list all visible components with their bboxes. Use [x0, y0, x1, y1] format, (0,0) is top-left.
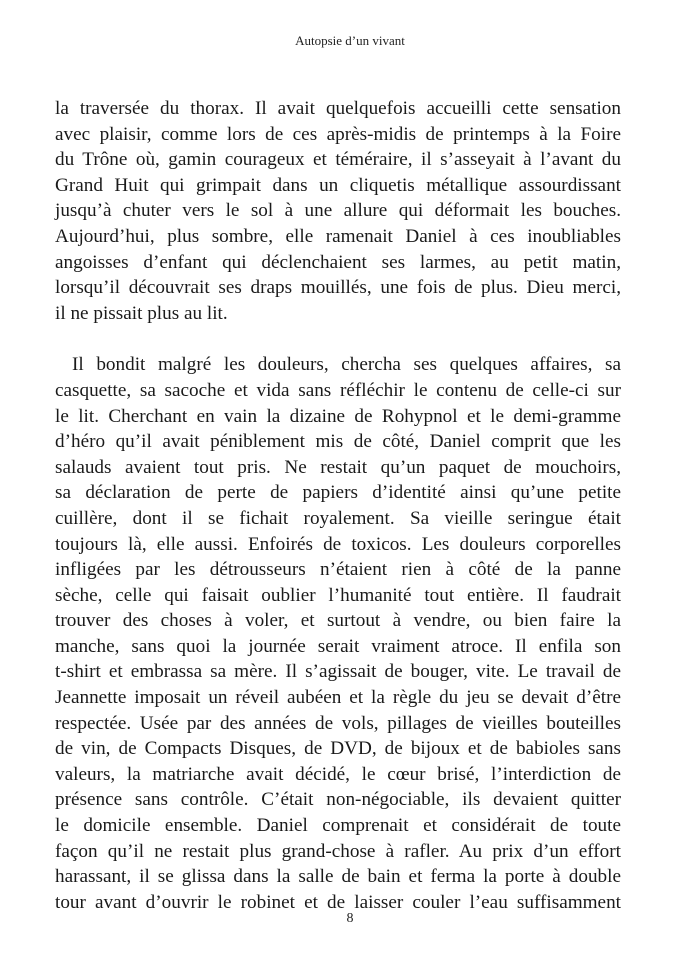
- text-line: sèche, celle qui faisait oublier l’humanité tout entière. Il faudrait: [55, 584, 621, 606]
- text-line: Grand Huit qui grimpait dans un cliquetis métallique assourdissant: [55, 174, 621, 196]
- text-line: manche, sans quoi la journée serait vraiment atroce. Il enfila son: [55, 635, 621, 657]
- text-line: t-shirt et embrassa sa mère. Il s’agissait de bouger, vite. Le travail de: [55, 661, 621, 683]
- text-line: avec plaisir, comme lors de ces après-midis de printemps à la Foire: [55, 123, 621, 145]
- text-line: le domicile ensemble. Daniel comprenait et considérait de toute: [55, 815, 621, 837]
- body-text: [55, 96, 621, 915]
- text-line: Jeannette imposait un réveil aubéen et la règle du jeu se devait d’être: [55, 687, 621, 709]
- text-line: harassant, il se glissa dans la salle de bain et ferma la porte à double: [55, 866, 621, 888]
- text-line: il ne pissait plus au lit.: [55, 302, 228, 324]
- text-line: infligées par les détrousseurs n’étaient rien à côté de la panne: [55, 559, 621, 581]
- text-line: le lit. Cherchant en vain la dizaine de Rohypnol et le demi-gramme: [55, 405, 621, 427]
- text-line: présence sans contrôle. C’était non-négociable, ils devaient quitter: [55, 789, 621, 811]
- text-line: Il bondit malgré les douleurs, chercha ses quelques affaires, sa: [72, 354, 621, 376]
- text-line: de vin, de Compacts Disques, de DVD, de bijoux et de babioles sans: [55, 738, 621, 760]
- text-line: tour avant d’ouvrir le robinet et de laisser couler l’eau suffisamment: [55, 891, 621, 913]
- text-line: d’héro qu’il avait péniblement mis de côté, Daniel comprit que les: [55, 431, 621, 453]
- text-line: valeurs, la matriarche avait décidé, le cœur brisé, l’interdiction de: [55, 763, 621, 785]
- text-line: salauds avaient tout pris. Ne restait qu’un paquet de mouchoirs,: [55, 456, 621, 478]
- text-line: casquette, sa sacoche et vida sans réfléchir le contenu de celle-ci sur: [55, 379, 621, 401]
- text-line: trouver des choses à voler, et surtout à vendre, ou bien faire la: [55, 610, 621, 632]
- text-line: cuillère, dont il se fichait royalement. Sa vieille seringue était: [55, 507, 621, 529]
- text-line: Aujourd’hui, plus sombre, elle ramenait Daniel à ces inoubliables: [55, 225, 621, 247]
- text-line: angoisses d’enfant qui déclenchaient ses larmes, au petit matin,: [55, 251, 621, 273]
- text-line: façon qu’il ne restait plus grand-chose à rafler. Au prix d’un effort: [55, 840, 621, 862]
- text-line: toujours là, elle aussi. Enfoirés de toxicos. Les douleurs corporelles: [55, 533, 621, 555]
- text-line: lorsqu’il découvrait ses draps mouillés, une fois de plus. Dieu merci,: [55, 277, 621, 299]
- running-header: Autopsie d’un vivant: [295, 33, 405, 48]
- paragraph-1: [55, 96, 621, 326]
- paragraph-spacer: [55, 326, 621, 352]
- text-line: sa déclaration de perte de papiers d’identité ainsi qu’une petite: [55, 482, 621, 504]
- page-number: 8: [346, 911, 354, 926]
- text-line: jusqu’à chuter vers le sol à une allure qui déformait les bouches.: [55, 200, 621, 222]
- text-line: la traversée du thorax. Il avait quelquefois accueilli cette sensation: [55, 98, 621, 119]
- text-line: respectée. Usée par des années de vols, pillages de vieilles bouteilles: [55, 712, 621, 734]
- paragraph-2: [55, 352, 621, 915]
- text-line: du Trône où, gamin courageux et téméraire, il s’asseyait à l’avant du: [55, 149, 621, 171]
